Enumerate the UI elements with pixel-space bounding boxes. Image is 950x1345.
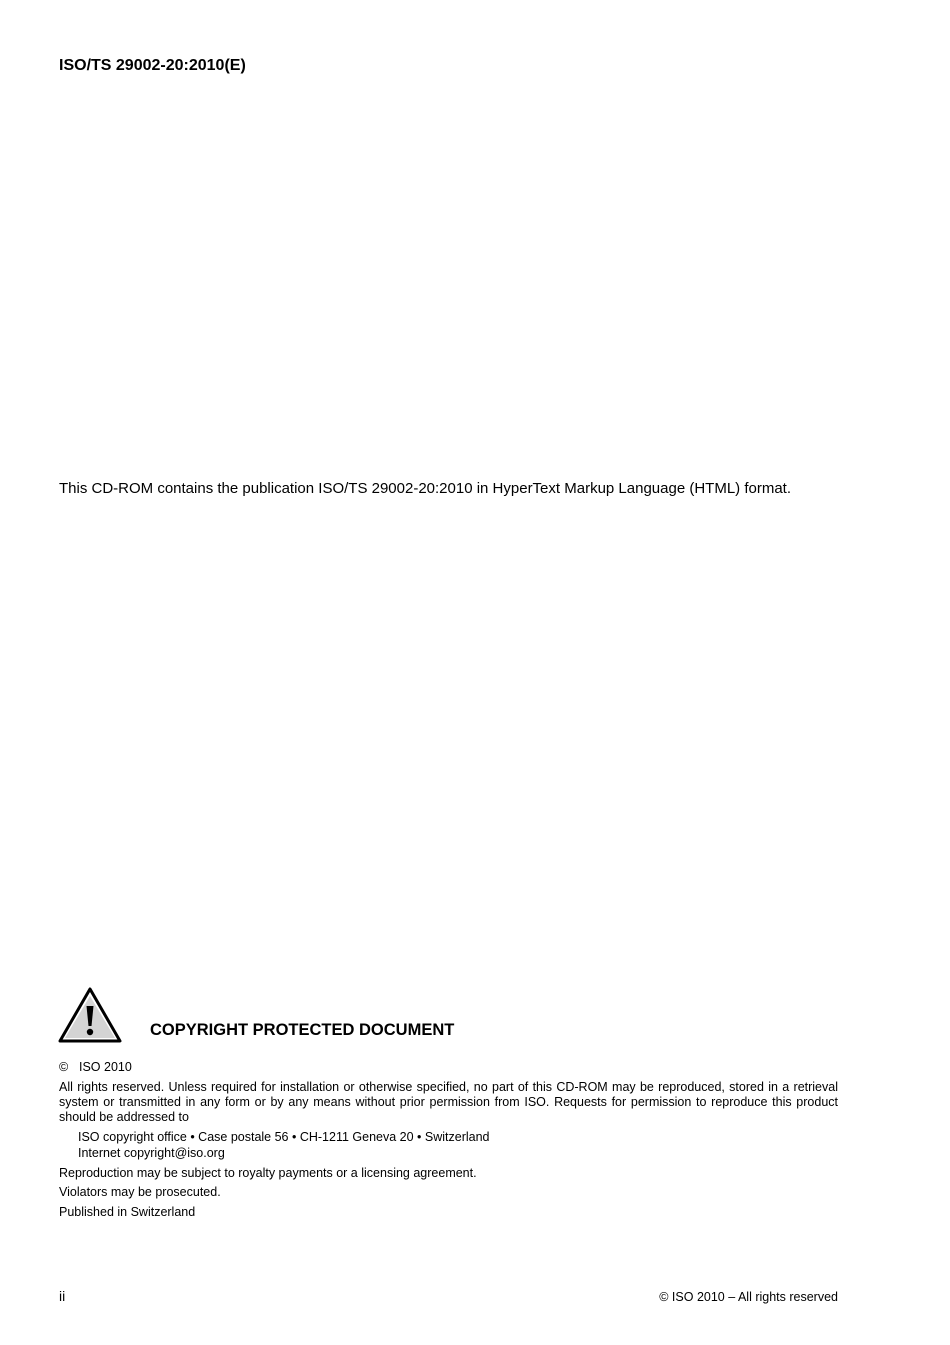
page-number: ii (59, 1288, 66, 1304)
copyright-email: Internet copyright@iso.org (78, 1146, 225, 1160)
copyright-office-address: ISO copyright office • Case postale 56 • CH-1211 Geneva 20 • Switzerland (78, 1130, 490, 1144)
footer-copyright: © ISO 2010 – All rights reserved (659, 1290, 838, 1304)
copyright-year-line (59, 1060, 132, 1075)
warning-triangle-icon (58, 986, 122, 1044)
intro-paragraph: This CD-ROM contains the publication ISO/TS 29002-20:2010 in HyperText Markup Language (HTML) format. (59, 480, 791, 497)
violators-note: Violators may be prosecuted. (59, 1185, 221, 1199)
rights-statement: All rights reserved. Unless required for installation or otherwise specified, no part of this CD-ROM may be reproduced, stored in a retrieval system or transmitted in any form or by any means without prior permission from ISO. Requests for permission to reproduce this product should be addressed to (59, 1080, 838, 1124)
document-id-header: ISO/TS 29002-20:2010(E) (59, 57, 246, 74)
copyright-year: ISO 2010 (79, 1060, 132, 1074)
published-location: Published in Switzerland (59, 1205, 196, 1219)
reproduction-note: Reproduction may be subject to royalty payments or a licensing agreement. (59, 1166, 477, 1180)
copyright-heading: COPYRIGHT PROTECTED DOCUMENT (150, 1021, 455, 1039)
copyright-symbol: © (59, 1060, 69, 1074)
